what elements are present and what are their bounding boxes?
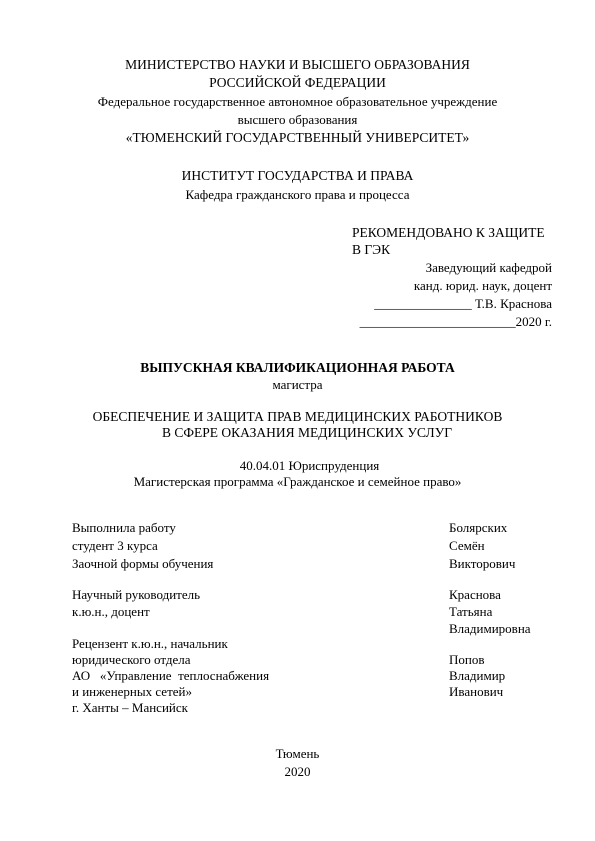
supervisor-patronymic: Владимировна bbox=[449, 621, 531, 636]
work-type: ВЫПУСКНАЯ КВАЛИФИКАЦИОННАЯ РАБОТА bbox=[140, 360, 455, 375]
year: 2020 bbox=[284, 764, 311, 779]
date-line: ________________________2020 г. bbox=[359, 314, 552, 329]
author-patronymic: Викторович bbox=[449, 556, 516, 571]
reviewer-label-2: юридического отдела bbox=[72, 652, 191, 667]
department-name: Кафедра гражданского права и процесса bbox=[185, 187, 410, 202]
institution-line-1: Федеральное государственное автономное образовательное учреждение bbox=[97, 94, 498, 109]
author-label-3: Заочной формы обучения bbox=[72, 556, 214, 571]
head-position: Заведующий кафедрой bbox=[425, 260, 552, 275]
author-label-2: студент 3 курса bbox=[72, 538, 158, 553]
supervisor-first-name: Татьяна bbox=[449, 604, 493, 619]
author-label-1: Выполнила работу bbox=[72, 520, 176, 535]
supervisor-surname: Краснова bbox=[449, 587, 501, 602]
specialty: 40.04.01 Юриспруденция bbox=[239, 458, 380, 473]
reviewer-patronymic: Иванович bbox=[449, 684, 504, 699]
university-name: «ТЮМЕНСКИЙ ГОСУДАРСТВЕННЫЙ УНИВЕРСИТЕТ» bbox=[125, 130, 470, 145]
institute-name: ИНСТИТУТ ГОСУДАРСТВА И ПРАВА bbox=[181, 168, 414, 183]
reviewer-label-5: г. Ханты – Мансийск bbox=[72, 700, 188, 715]
recommendation-line-2: В ГЭК bbox=[352, 242, 391, 257]
work-title-line-1: ОБЕСПЕЧЕНИЕ И ЗАЩИТА ПРАВ МЕДИЦИНСКИХ РАБОТНИКОВ bbox=[92, 409, 503, 424]
ministry-line-1: МИНИСТЕРСТВО НАУКИ И ВЫСШЕГО ОБРАЗОВАНИЯ bbox=[125, 57, 470, 72]
reviewer-first-name: Владимир bbox=[449, 668, 506, 683]
signature-line: _______________ Т.В. Краснова bbox=[374, 296, 552, 311]
work-level: магистра bbox=[272, 377, 323, 392]
reviewer-label-1: Рецензент к.ю.н., начальник bbox=[72, 636, 228, 651]
program: Магистерская программа «Гражданское и семейное право» bbox=[133, 474, 462, 489]
institution-line-2: высшего образования bbox=[237, 112, 358, 127]
work-title-line-2: В СФЕРЕ ОКАЗАНИЯ МЕДИЦИНСКИХ УСЛУГ bbox=[162, 425, 453, 440]
city: Тюмень bbox=[275, 746, 320, 761]
ministry-line-2: РОССИЙСКОЙ ФЕДЕРАЦИИ bbox=[209, 75, 386, 90]
author-first-name: Семён bbox=[449, 538, 485, 553]
head-degree: канд. юрид. наук, доцент bbox=[413, 278, 552, 293]
supervisor-label-2: к.ю.н., доцент bbox=[72, 604, 150, 619]
supervisor-label-1: Научный руководитель bbox=[72, 587, 201, 602]
reviewer-label-4: и инженерных сетей» bbox=[72, 684, 192, 699]
recommendation-line-1: РЕКОМЕНДОВАНО К ЗАЩИТЕ bbox=[352, 225, 545, 240]
reviewer-surname: Попов bbox=[449, 652, 485, 667]
author-surname: Болярских bbox=[449, 520, 508, 535]
recommendation-block bbox=[352, 225, 552, 332]
reviewer-label-3: АО «Управление теплоснабжения bbox=[72, 668, 270, 683]
